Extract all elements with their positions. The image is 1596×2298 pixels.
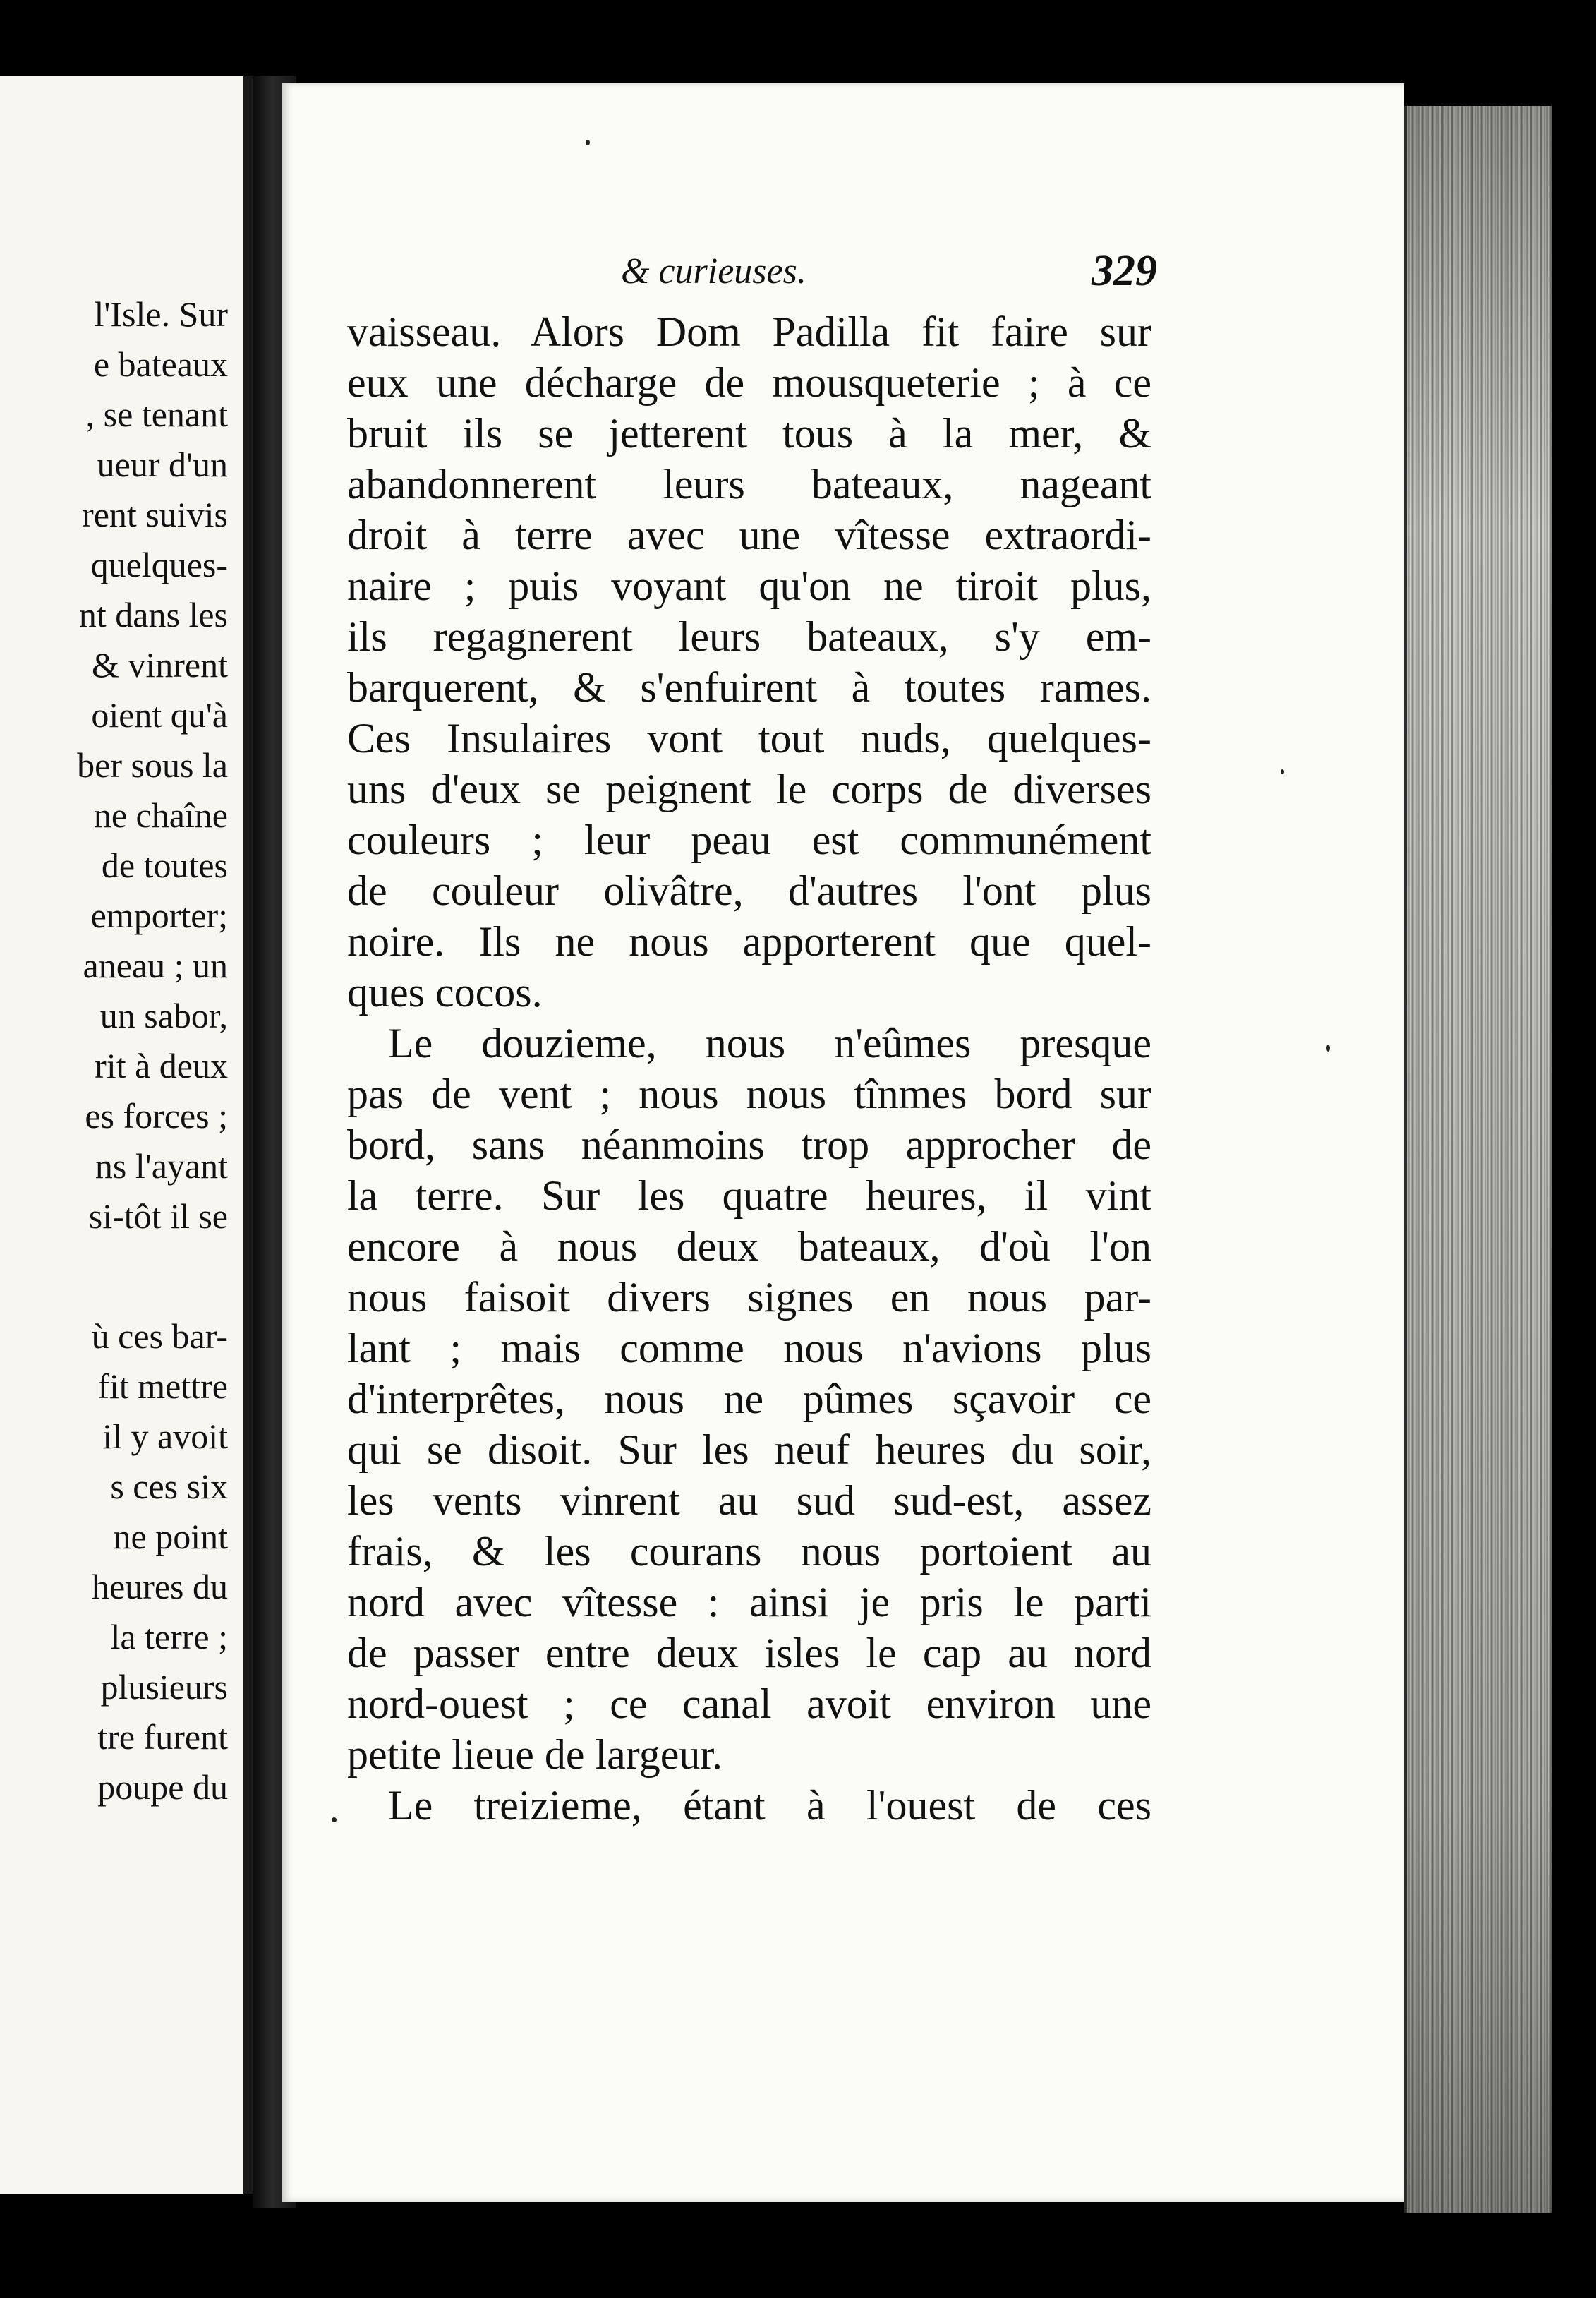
text-line: les vents vinrent au sud sud-est, assez xyxy=(347,1477,1151,1524)
left-page-line: ns l'ayant xyxy=(95,1146,228,1186)
text-line: la terre. Sur les quatre heures, il vint xyxy=(347,1172,1151,1219)
left-page-line: ueur d'un xyxy=(97,445,228,484)
left-page-line: rit à deux xyxy=(95,1046,228,1085)
left-page-line: & vinrent xyxy=(91,645,228,685)
left-page-line: nt dans les xyxy=(78,595,228,634)
paper-speck xyxy=(586,140,590,145)
paper-speck xyxy=(332,1817,337,1822)
left-page-line: heures du xyxy=(92,1567,228,1606)
text-line: ils regagnerent leurs bateaux, s'y em- xyxy=(347,613,1151,660)
left-page-line: fit mettre xyxy=(97,1366,228,1406)
text-line: abandonnerent leurs bateaux, nageant xyxy=(347,461,1151,507)
left-page-line: es forces ; xyxy=(85,1096,228,1136)
left-page-line: ne chaîne xyxy=(93,795,228,835)
text-line: lant ; mais comme nous n'avions plus xyxy=(347,1325,1151,1371)
left-facing-page xyxy=(0,76,253,2194)
text-line: frais, & les courans nous portoient au xyxy=(347,1528,1151,1575)
left-page-line: e bateaux xyxy=(93,344,228,384)
text-line: naire ; puis voyant qu'on ne tiroit plus, xyxy=(347,563,1151,609)
text-line: pas de vent ; nous nous tînmes bord sur xyxy=(347,1071,1151,1117)
left-page-line: oient qu'à xyxy=(91,695,228,735)
left-page-line: un sabor, xyxy=(99,996,228,1035)
left-page-line: la terre ; xyxy=(110,1617,228,1656)
left-page-line: poupe du xyxy=(97,1767,228,1807)
text-line: uns d'eux se peignent le corps de diverses xyxy=(347,766,1151,812)
text-line: Ces Insulaires vont tout nuds, quelques- xyxy=(347,715,1151,762)
text-line: Le douzieme, nous n'eûmes presque xyxy=(388,1020,1151,1066)
page-edge-stack xyxy=(1404,106,1552,2213)
text-line: barquerent, & s'enfuirent à toutes rames. xyxy=(347,664,1151,711)
text-line: bord, sans néanmoins trop approcher de xyxy=(347,1121,1151,1168)
left-page-line: plusieurs xyxy=(100,1667,228,1707)
text-line: nous faisoit divers signes en nous par- xyxy=(347,1274,1151,1321)
left-page-line: rent suivis xyxy=(82,495,228,534)
left-page-line: il y avoit xyxy=(102,1416,228,1456)
left-page-line: ù ces bar- xyxy=(91,1316,228,1356)
running-head: & curieuses. xyxy=(621,251,806,291)
left-page-line: quelques- xyxy=(90,545,228,584)
left-page-line: si-tôt il se xyxy=(88,1196,228,1236)
text-line: de couleur olivâtre, d'autres l'ont plus xyxy=(347,867,1151,914)
left-page-line: s ces six xyxy=(110,1467,228,1506)
text-line: de passer entre deux isles le cap au nord xyxy=(347,1630,1151,1676)
text-line: ques cocos. xyxy=(347,969,543,1016)
text-line: bruit ils se jetterent tous à la mer, & xyxy=(347,410,1151,457)
left-page-line: , se tenant xyxy=(85,395,228,434)
page-header xyxy=(621,247,1157,307)
left-page-line: l'Isle. Sur xyxy=(94,294,228,334)
left-page-line: de toutes xyxy=(101,846,228,885)
text-line: nord-ouest ; ce canal avoit environ une xyxy=(347,1680,1151,1727)
text-line: petite lieue de largeur. xyxy=(347,1731,723,1778)
text-line: droit à terre avec une vîtesse extraordi- xyxy=(347,512,1151,558)
text-line: d'interprêtes, nous ne pûmes sçavoir ce xyxy=(347,1376,1151,1422)
left-page-line: aneau ; un xyxy=(83,946,228,985)
paper-speck xyxy=(1281,769,1284,774)
left-page-line: ne point xyxy=(113,1517,228,1556)
paper-speck xyxy=(1326,1045,1330,1052)
text-line: Le treizieme, étant à l'ouest de ces xyxy=(388,1782,1151,1829)
text-line: qui se disoit. Sur les neuf heures du soir, xyxy=(347,1426,1151,1473)
text-line: eux une décharge de mousqueterie ; à ce xyxy=(347,359,1151,406)
text-line: noire. Ils ne nous apporterent que quel- xyxy=(347,918,1151,965)
left-page-line: emporter; xyxy=(90,896,228,935)
text-line: encore à nous deux bateaux, d'où l'on xyxy=(347,1223,1151,1270)
page-number: 329 xyxy=(1092,247,1157,295)
left-page-line: tre furent xyxy=(97,1717,228,1757)
text-line: couleurs ; leur peau est communément xyxy=(347,817,1151,863)
text-line: nord avec vîtesse : ainsi je pris le parti xyxy=(347,1579,1151,1625)
left-page-line: ber sous la xyxy=(77,745,228,785)
text-line: vaisseau. Alors Dom Padilla fit faire sur xyxy=(347,308,1151,355)
